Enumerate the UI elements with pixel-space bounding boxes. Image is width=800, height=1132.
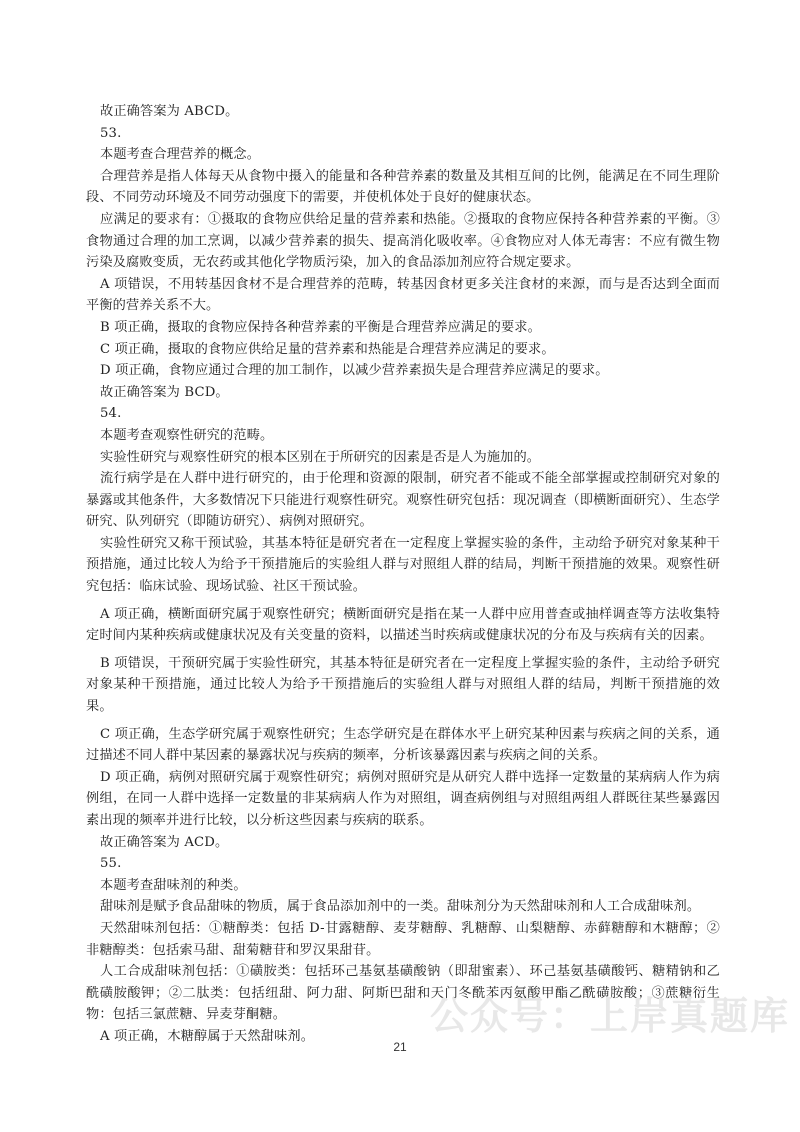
question-number: 53. — [100, 125, 122, 141]
watermark: 公众号：上岸真题库 — [430, 994, 791, 1038]
paragraph: 人工合成甜味剂包括：①磺胺类：包括环己基氨基磺酸钠（即甜蜜素）、环己基氨基磺酸钙、糖精钠和乙酰磺胺酸钾；②二肽类：包括纽甜、阿力甜、阿斯巴甜和天门冬酰苯丙氨酸甲酯乙酰磺胺酸；③蔗糖衍生物：包括三氯蔗糖、异麦芽酮糖。 — [86, 964, 720, 1023]
document-body — [86, 101, 720, 1048]
question-number: 54. — [100, 406, 122, 422]
answer-line: 故正确答案为 ACD。 — [100, 834, 229, 850]
paragraph: 甜味剂是赋予食品甜味的物质，属于食品添加剂中的一类。甜味剂分为天然甜味剂和人工合成甜味剂。 — [100, 899, 701, 915]
paragraph: A 项正确，木糖醇属于天然甜味剂。 — [100, 1028, 315, 1044]
question-number: 55. — [100, 856, 122, 872]
paragraph: 故正确答案为 ABCD。 — [100, 104, 239, 119]
paragraph: 实验性研究又称干预试验，其基本特征是研究者在一定程度上掌握实验的条件，主动给予研究对象某种干预措施，通过比较人为给予干预措施后的实验组人群与对照组人群的结局，判断干预措施的效果。观察性研究包括：临床试验、现场试验、社区干预试验。 — [86, 535, 720, 595]
paragraph: 本题考查合理营养的概念。 — [100, 147, 261, 163]
paragraph: B 项错误，干预研究属于实验性研究，其基本特征是研究者在一定程度上掌握实验的条件，主动给予研究对象某种干预措施，通过比较人为给予干预措施后的实验组人群与对照组人群的结局，判断干预措施的效果。 — [86, 655, 720, 715]
page-number: 21 — [393, 1040, 407, 1054]
paragraph: 实验性研究与观察性研究的根本区别在于所研究的因素是否是人为施加的。 — [100, 449, 541, 465]
paragraph: 流行病学是在人群中进行研究的，由于伦理和资源的限制，研究者不能或不能全部掌握或控制研究对象的暴露或其他条件，大多数情况下只能进行观察性研究。观察性研究包括：现况调查（即横断面研究）、生态学研究、队列研究（即随访研究）、病例对照研究。 — [86, 471, 720, 530]
paragraph: A 项错误，不用转基因食材不是合理营养的范畴，转基因食材更多关注食材的来源，而与是否达到全面而平衡的营养关系不大。 — [86, 276, 720, 314]
paragraph: C 项正确，摄取的食物应供给足量的营养素和热能是合理营养应满足的要求。 — [100, 341, 555, 357]
paragraph: D 项正确，食物应通过合理的加工制作，以减少营养素损失是合理营养应满足的要求。 — [100, 363, 609, 379]
paragraph: 应满足的要求有：①摄取的食物应供给足量的营养素和热能。②摄取的食物应保持各种营养素的平衡。③食物通过合理的加工烹调，以减少营养素的损失、提高消化吸收率。④食物应对人体无毒害：不应有微生物污染及腐败变质，无农药或其他化学物质污染，加入的食品添加剂应符合规定要求。 — [86, 211, 720, 271]
paragraph: A 项正确，横断面研究属于观察性研究；横断面研究是指在某一人群中应用普查或抽样调查等方法收集特定时间内某种疾病或健康状况及有关变量的资料，以描述当时疾病或健康状况的分布及与疾病有关的因素。 — [86, 606, 720, 644]
paragraph: 本题考查观察性研究的范畴。 — [100, 427, 274, 443]
paragraph: 合理营养是指人体每天从食物中摄入的能量和各种营养素的数量及其相互间的比例，能满足在不同生理阶段、不同劳动环境及不同劳动强度下的需要，并使机体处于良好的健康状态。 — [86, 168, 720, 206]
paragraph: 天然甜味剂包括：①糖醇类：包括 D-甘露糖醇、麦芽糖醇、乳糖醇、山梨糖醇、赤藓糖醇和木糖醇；②非糖醇类：包括索马甜、甜菊糖苷和罗汉果甜苷。 — [86, 920, 720, 958]
paragraph: 本题考查甜味剂的种类。 — [100, 877, 247, 893]
paragraph: B 项正确，摄取的食物应保持各种营养素的平衡是合理营养应满足的要求。 — [100, 319, 541, 335]
paragraph: D 项正确，病例对照研究属于观察性研究；病例对照研究是从研究人群中选择一定数量的某病病人作为病例组，在同一人群中选择一定数量的非某病病人作为对照组，调查病例组与对照组两组人群既往某些暴露因素出现的频率并进行比较，以分析这些因素与疾病的联系。 — [86, 769, 720, 828]
paragraph: C 项正确，生态学研究属于观察性研究；生态学研究是在群体水平上研究某种因素与疾病之间的关系，通过描述不同人群中某因素的暴露状况与疾病的频率，分析该暴露因素与疾病之间的关系。 — [86, 726, 720, 764]
answer-line: 故正确答案为 BCD。 — [100, 384, 229, 400]
